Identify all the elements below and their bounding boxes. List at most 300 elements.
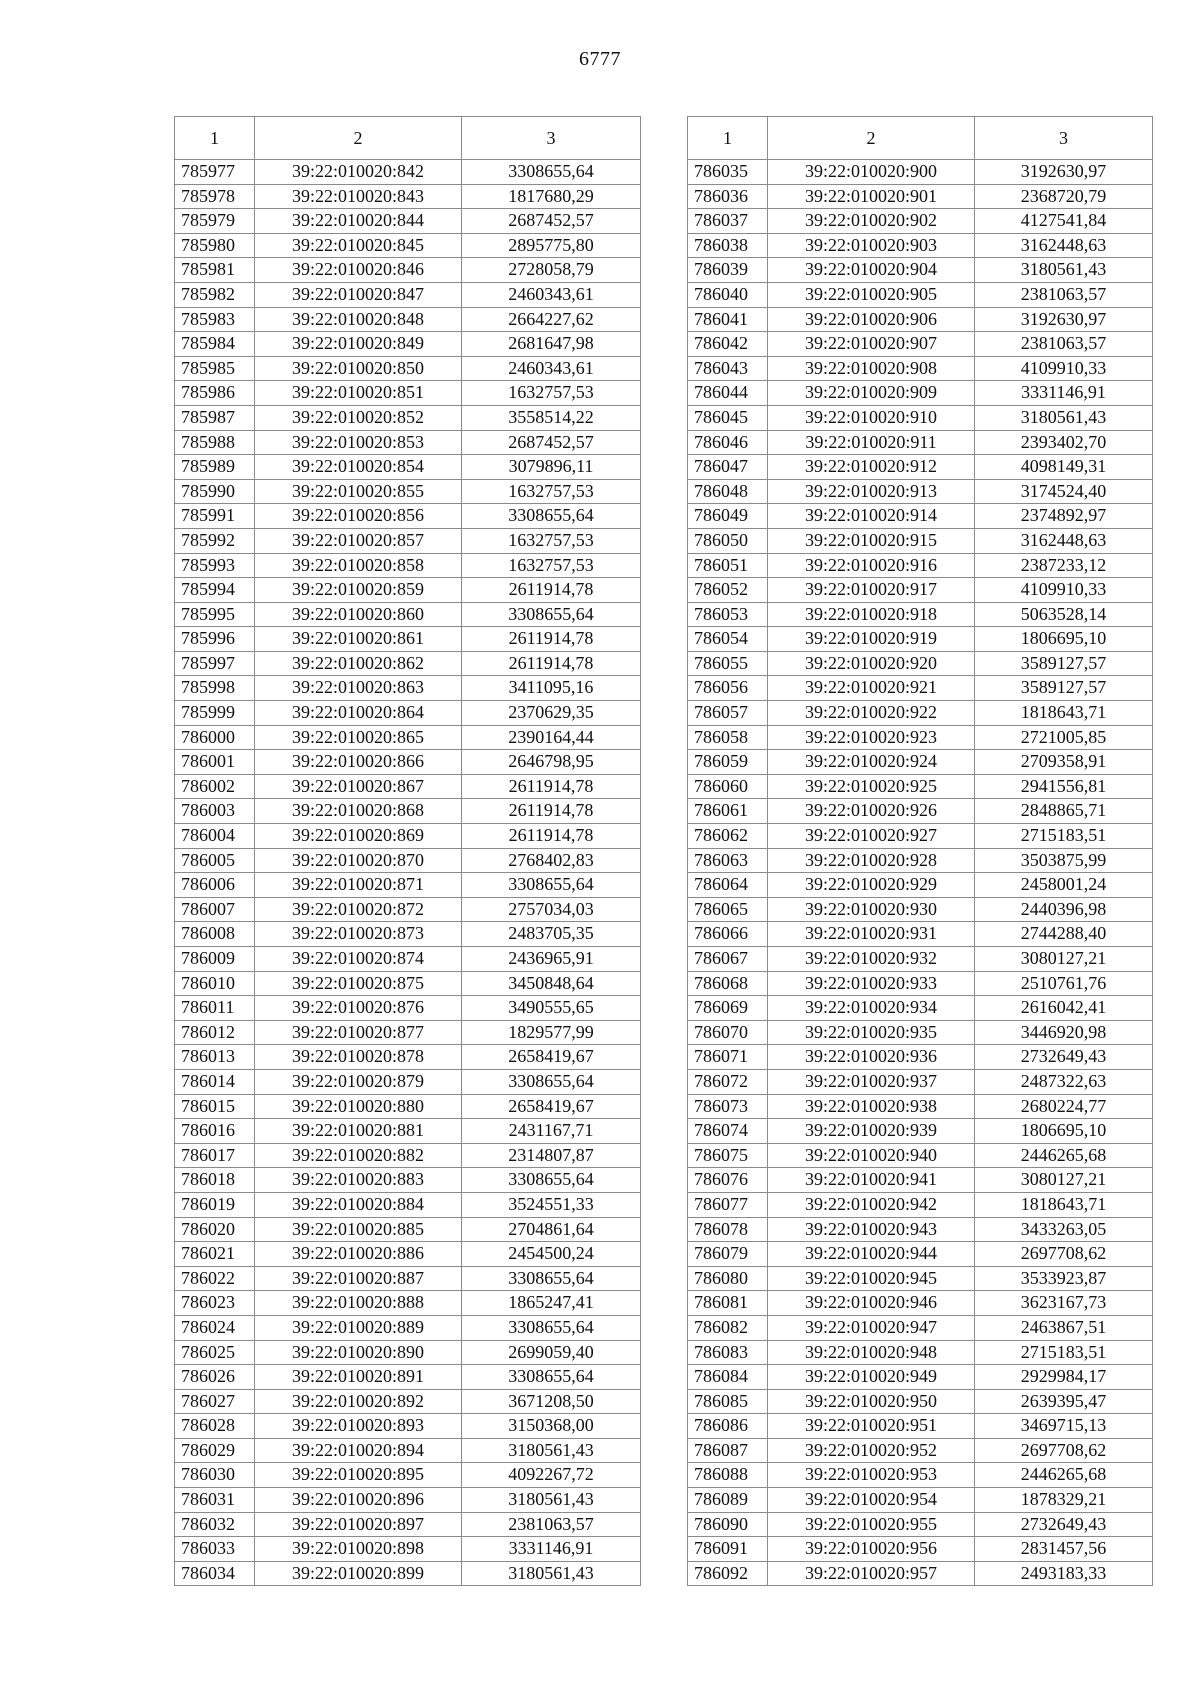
value-cell: 2831457,56 — [975, 1537, 1153, 1562]
table-row — [175, 578, 641, 603]
table-row — [688, 282, 1153, 307]
table-row — [175, 873, 641, 898]
value-cell: 2848865,71 — [975, 799, 1153, 824]
record-number-cell: 785996 — [175, 627, 255, 652]
value-cell: 2493183,33 — [975, 1561, 1153, 1586]
value-cell: 1632757,53 — [462, 479, 641, 504]
value-cell: 3411095,16 — [462, 676, 641, 701]
table-row — [175, 1045, 641, 1070]
cadastral-number-cell: 39:22:010020:898 — [255, 1537, 462, 1562]
cadastral-number-cell: 39:22:010020:902 — [768, 209, 975, 234]
table-row — [688, 824, 1153, 849]
value-cell: 3433263,05 — [975, 1217, 1153, 1242]
record-number-cell: 786009 — [175, 947, 255, 972]
table-row — [688, 1438, 1153, 1463]
cadastral-number-cell: 39:22:010020:945 — [768, 1266, 975, 1291]
cadastral-number-cell: 39:22:010020:933 — [768, 971, 975, 996]
value-cell: 2446265,68 — [975, 1463, 1153, 1488]
cadastral-number-cell: 39:22:010020:881 — [255, 1119, 462, 1144]
value-cell: 3308655,64 — [462, 504, 641, 529]
cadastral-number-cell: 39:22:010020:952 — [768, 1438, 975, 1463]
table-row — [175, 1512, 641, 1537]
value-cell: 2368720,79 — [975, 184, 1153, 209]
cadastral-number-cell: 39:22:010020:947 — [768, 1315, 975, 1340]
cadastral-number-cell: 39:22:010020:892 — [255, 1389, 462, 1414]
record-number-cell: 786027 — [175, 1389, 255, 1414]
table-row — [175, 1266, 641, 1291]
table-row — [688, 799, 1153, 824]
value-cell: 4109910,33 — [975, 578, 1153, 603]
registry-table-left — [174, 116, 641, 1586]
cadastral-number-cell: 39:22:010020:875 — [255, 971, 462, 996]
value-cell: 1829577,99 — [462, 1020, 641, 1045]
cadastral-number-cell: 39:22:010020:901 — [768, 184, 975, 209]
table-row — [175, 1561, 641, 1586]
value-cell: 3080127,21 — [975, 947, 1153, 972]
cadastral-number-cell: 39:22:010020:863 — [255, 676, 462, 701]
table-row — [175, 824, 641, 849]
table-row — [175, 1143, 641, 1168]
record-number-cell: 785983 — [175, 307, 255, 332]
value-cell: 2440396,98 — [975, 897, 1153, 922]
value-cell: 3450848,64 — [462, 971, 641, 996]
value-cell: 3308655,64 — [462, 873, 641, 898]
record-number-cell: 785989 — [175, 455, 255, 480]
value-cell: 2929984,17 — [975, 1365, 1153, 1390]
record-number-cell: 786011 — [175, 996, 255, 1021]
value-cell: 2381063,57 — [975, 282, 1153, 307]
cadastral-number-cell: 39:22:010020:858 — [255, 553, 462, 578]
cadastral-number-cell: 39:22:010020:941 — [768, 1168, 975, 1193]
record-number-cell: 785998 — [175, 676, 255, 701]
record-number-cell: 786028 — [175, 1414, 255, 1439]
value-cell: 2744288,40 — [975, 922, 1153, 947]
value-cell: 2446265,68 — [975, 1143, 1153, 1168]
record-number-cell: 786002 — [175, 774, 255, 799]
value-cell: 1806695,10 — [975, 627, 1153, 652]
record-number-cell: 786038 — [688, 233, 768, 258]
cadastral-number-cell: 39:22:010020:886 — [255, 1242, 462, 1267]
record-number-cell: 786066 — [688, 922, 768, 947]
cadastral-number-cell: 39:22:010020:936 — [768, 1045, 975, 1070]
cadastral-number-cell: 39:22:010020:940 — [768, 1143, 975, 1168]
record-number-cell: 786090 — [688, 1512, 768, 1537]
value-cell: 2611914,78 — [462, 651, 641, 676]
value-cell: 3331146,91 — [975, 381, 1153, 406]
value-cell: 1878329,21 — [975, 1488, 1153, 1513]
value-cell: 4098149,31 — [975, 455, 1153, 480]
value-cell: 2381063,57 — [462, 1512, 641, 1537]
table-row — [688, 750, 1153, 775]
column-header-1: 1 — [688, 117, 768, 160]
value-cell: 3533923,87 — [975, 1266, 1153, 1291]
value-cell: 2393402,70 — [975, 430, 1153, 455]
cadastral-number-cell: 39:22:010020:925 — [768, 774, 975, 799]
value-cell: 2460343,61 — [462, 282, 641, 307]
record-number-cell: 786031 — [175, 1488, 255, 1513]
value-cell: 3469715,13 — [975, 1414, 1153, 1439]
value-cell: 2697708,62 — [975, 1438, 1153, 1463]
value-cell: 2681647,98 — [462, 332, 641, 357]
record-number-cell: 786007 — [175, 897, 255, 922]
value-cell: 2611914,78 — [462, 824, 641, 849]
record-number-cell: 785999 — [175, 701, 255, 726]
cadastral-number-cell: 39:22:010020:934 — [768, 996, 975, 1021]
cadastral-number-cell: 39:22:010020:874 — [255, 947, 462, 972]
record-number-cell: 786083 — [688, 1340, 768, 1365]
cadastral-number-cell: 39:22:010020:924 — [768, 750, 975, 775]
record-number-cell: 785978 — [175, 184, 255, 209]
table-row — [175, 922, 641, 947]
cadastral-number-cell: 39:22:010020:878 — [255, 1045, 462, 1070]
cadastral-number-cell: 39:22:010020:870 — [255, 848, 462, 873]
table-row — [688, 160, 1153, 185]
record-number-cell: 786063 — [688, 848, 768, 873]
table-row — [688, 1192, 1153, 1217]
table-row — [175, 307, 641, 332]
cadastral-number-cell: 39:22:010020:876 — [255, 996, 462, 1021]
value-cell: 2458001,24 — [975, 873, 1153, 898]
table-row — [688, 1463, 1153, 1488]
table-row — [175, 627, 641, 652]
table-row — [688, 381, 1153, 406]
record-number-cell: 786030 — [175, 1463, 255, 1488]
table-row — [688, 627, 1153, 652]
record-number-cell: 786089 — [688, 1488, 768, 1513]
record-number-cell: 785997 — [175, 651, 255, 676]
record-number-cell: 786029 — [175, 1438, 255, 1463]
table-row — [175, 1488, 641, 1513]
table-row — [175, 184, 641, 209]
cadastral-number-cell: 39:22:010020:948 — [768, 1340, 975, 1365]
record-number-cell: 786084 — [688, 1365, 768, 1390]
table-row — [175, 1020, 641, 1045]
cadastral-number-cell: 39:22:010020:949 — [768, 1365, 975, 1390]
table-row — [688, 405, 1153, 430]
table-row — [688, 602, 1153, 627]
value-cell: 2709358,91 — [975, 750, 1153, 775]
value-cell: 2370629,35 — [462, 701, 641, 726]
record-number-cell: 786072 — [688, 1069, 768, 1094]
value-cell: 3446920,98 — [975, 1020, 1153, 1045]
cadastral-number-cell: 39:22:010020:854 — [255, 455, 462, 480]
cadastral-number-cell: 39:22:010020:867 — [255, 774, 462, 799]
record-number-cell: 786037 — [688, 209, 768, 234]
cadastral-number-cell: 39:22:010020:868 — [255, 799, 462, 824]
value-cell: 3623167,73 — [975, 1291, 1153, 1316]
page-number: 6777 — [579, 48, 621, 70]
cadastral-number-cell: 39:22:010020:904 — [768, 258, 975, 283]
table-row — [175, 233, 641, 258]
value-cell: 3308655,64 — [462, 1315, 641, 1340]
record-number-cell: 786024 — [175, 1315, 255, 1340]
table-row — [688, 1315, 1153, 1340]
table-row — [688, 651, 1153, 676]
record-number-cell: 786022 — [175, 1266, 255, 1291]
table-row — [175, 725, 641, 750]
value-cell: 3308655,64 — [462, 1365, 641, 1390]
cadastral-number-cell: 39:22:010020:882 — [255, 1143, 462, 1168]
cadastral-number-cell: 39:22:010020:899 — [255, 1561, 462, 1586]
cadastral-number-cell: 39:22:010020:877 — [255, 1020, 462, 1045]
cadastral-number-cell: 39:22:010020:850 — [255, 356, 462, 381]
table-row — [175, 282, 641, 307]
record-number-cell: 786016 — [175, 1119, 255, 1144]
table-row — [688, 1266, 1153, 1291]
table-row — [175, 258, 641, 283]
table-row — [175, 332, 641, 357]
cadastral-number-cell: 39:22:010020:957 — [768, 1561, 975, 1586]
table-row — [175, 1168, 641, 1193]
cadastral-number-cell: 39:22:010020:852 — [255, 405, 462, 430]
value-cell: 3192630,97 — [975, 160, 1153, 185]
value-cell: 3080127,21 — [975, 1168, 1153, 1193]
record-number-cell: 786036 — [688, 184, 768, 209]
record-number-cell: 786068 — [688, 971, 768, 996]
table-row — [175, 996, 641, 1021]
value-cell: 2715183,51 — [975, 824, 1153, 849]
cadastral-number-cell: 39:22:010020:931 — [768, 922, 975, 947]
table-row — [175, 381, 641, 406]
value-cell: 4092267,72 — [462, 1463, 641, 1488]
value-cell: 3180561,43 — [462, 1561, 641, 1586]
table-row — [688, 1094, 1153, 1119]
table-row — [175, 1291, 641, 1316]
record-number-cell: 786080 — [688, 1266, 768, 1291]
table-row — [175, 455, 641, 480]
table-row — [175, 1365, 641, 1390]
table-row — [688, 209, 1153, 234]
record-number-cell: 786021 — [175, 1242, 255, 1267]
table-row — [688, 774, 1153, 799]
value-cell: 2487322,63 — [975, 1069, 1153, 1094]
table-row — [688, 922, 1153, 947]
cadastral-number-cell: 39:22:010020:847 — [255, 282, 462, 307]
table-row — [688, 1168, 1153, 1193]
value-cell: 2381063,57 — [975, 332, 1153, 357]
record-number-cell: 786091 — [688, 1537, 768, 1562]
table-row — [175, 405, 641, 430]
record-number-cell: 786042 — [688, 332, 768, 357]
value-cell: 2721005,85 — [975, 725, 1153, 750]
cadastral-number-cell: 39:22:010020:918 — [768, 602, 975, 627]
table-row — [175, 1094, 641, 1119]
column-header-3: 3 — [975, 117, 1153, 160]
value-cell: 2768402,83 — [462, 848, 641, 873]
table-row — [175, 1414, 641, 1439]
table-row — [688, 725, 1153, 750]
record-number-cell: 786055 — [688, 651, 768, 676]
column-header-2: 2 — [255, 117, 462, 160]
value-cell: 2431167,71 — [462, 1119, 641, 1144]
value-cell: 2941556,81 — [975, 774, 1153, 799]
record-number-cell: 786061 — [688, 799, 768, 824]
cadastral-number-cell: 39:22:010020:944 — [768, 1242, 975, 1267]
cadastral-number-cell: 39:22:010020:844 — [255, 209, 462, 234]
record-number-cell: 785981 — [175, 258, 255, 283]
value-cell: 3174524,40 — [975, 479, 1153, 504]
value-cell: 3308655,64 — [462, 602, 641, 627]
cadastral-number-cell: 39:22:010020:943 — [768, 1217, 975, 1242]
value-cell: 3180561,43 — [462, 1488, 641, 1513]
table-row — [688, 1414, 1153, 1439]
record-number-cell: 785988 — [175, 430, 255, 455]
table-row — [175, 209, 641, 234]
cadastral-number-cell: 39:22:010020:937 — [768, 1069, 975, 1094]
record-number-cell: 786085 — [688, 1389, 768, 1414]
value-cell: 3180561,43 — [975, 258, 1153, 283]
table-row — [175, 1315, 641, 1340]
record-number-cell: 786015 — [175, 1094, 255, 1119]
cadastral-number-cell: 39:22:010020:903 — [768, 233, 975, 258]
value-cell: 2463867,51 — [975, 1315, 1153, 1340]
cadastral-number-cell: 39:22:010020:908 — [768, 356, 975, 381]
value-cell: 3308655,64 — [462, 1266, 641, 1291]
value-cell: 3180561,43 — [975, 405, 1153, 430]
value-cell: 1632757,53 — [462, 381, 641, 406]
table-row — [175, 479, 641, 504]
cadastral-number-cell: 39:22:010020:879 — [255, 1069, 462, 1094]
column-header-1: 1 — [175, 117, 255, 160]
record-number-cell: 786054 — [688, 627, 768, 652]
value-cell: 2611914,78 — [462, 627, 641, 652]
table-row — [175, 1340, 641, 1365]
record-number-cell: 786013 — [175, 1045, 255, 1070]
table-row — [688, 1488, 1153, 1513]
cadastral-number-cell: 39:22:010020:871 — [255, 873, 462, 898]
cadastral-number-cell: 39:22:010020:953 — [768, 1463, 975, 1488]
cadastral-number-cell: 39:22:010020:843 — [255, 184, 462, 209]
record-number-cell: 786035 — [688, 160, 768, 185]
value-cell: 3331146,91 — [462, 1537, 641, 1562]
table-row — [688, 184, 1153, 209]
cadastral-number-cell: 39:22:010020:911 — [768, 430, 975, 455]
record-number-cell: 786005 — [175, 848, 255, 873]
record-number-cell: 786018 — [175, 1168, 255, 1193]
record-number-cell: 786020 — [175, 1217, 255, 1242]
table-row — [688, 971, 1153, 996]
table-row — [175, 1217, 641, 1242]
value-cell: 2732649,43 — [975, 1045, 1153, 1070]
value-cell: 2460343,61 — [462, 356, 641, 381]
table-row — [688, 528, 1153, 553]
record-number-cell: 786069 — [688, 996, 768, 1021]
cadastral-number-cell: 39:22:010020:846 — [255, 258, 462, 283]
value-cell: 2454500,24 — [462, 1242, 641, 1267]
value-cell: 3162448,63 — [975, 233, 1153, 258]
value-cell: 3180561,43 — [462, 1438, 641, 1463]
record-number-cell: 785994 — [175, 578, 255, 603]
value-cell: 2314807,87 — [462, 1143, 641, 1168]
record-number-cell: 786056 — [688, 676, 768, 701]
record-number-cell: 786077 — [688, 1192, 768, 1217]
cadastral-number-cell: 39:22:010020:890 — [255, 1340, 462, 1365]
table-row — [688, 947, 1153, 972]
value-cell: 2436965,91 — [462, 947, 641, 972]
table-row — [175, 897, 641, 922]
table-row — [688, 1242, 1153, 1267]
table-row — [688, 676, 1153, 701]
value-cell: 2611914,78 — [462, 774, 641, 799]
value-cell: 2374892,97 — [975, 504, 1153, 529]
registry-table-right — [687, 116, 1153, 1586]
table-row — [175, 356, 641, 381]
table-row — [688, 479, 1153, 504]
record-number-cell: 786006 — [175, 873, 255, 898]
column-header-2: 2 — [768, 117, 975, 160]
cadastral-number-cell: 39:22:010020:851 — [255, 381, 462, 406]
record-number-cell: 786051 — [688, 553, 768, 578]
value-cell: 2658419,67 — [462, 1094, 641, 1119]
cadastral-number-cell: 39:22:010020:856 — [255, 504, 462, 529]
value-cell: 2390164,44 — [462, 725, 641, 750]
cadastral-number-cell: 39:22:010020:950 — [768, 1389, 975, 1414]
table-row — [688, 307, 1153, 332]
cadastral-number-cell: 39:22:010020:889 — [255, 1315, 462, 1340]
cadastral-number-cell: 39:22:010020:860 — [255, 602, 462, 627]
value-cell: 2483705,35 — [462, 922, 641, 947]
value-cell: 1818643,71 — [975, 1192, 1153, 1217]
record-number-cell: 786052 — [688, 578, 768, 603]
cadastral-number-cell: 39:22:010020:900 — [768, 160, 975, 185]
table-row — [175, 602, 641, 627]
cadastral-number-cell: 39:22:010020:855 — [255, 479, 462, 504]
record-number-cell: 786045 — [688, 405, 768, 430]
record-number-cell: 786065 — [688, 897, 768, 922]
table-row — [688, 1512, 1153, 1537]
value-cell: 3308655,64 — [462, 1069, 641, 1094]
cadastral-number-cell: 39:22:010020:930 — [768, 897, 975, 922]
cadastral-number-cell: 39:22:010020:914 — [768, 504, 975, 529]
record-number-cell: 785985 — [175, 356, 255, 381]
record-number-cell: 786050 — [688, 528, 768, 553]
record-number-cell: 786058 — [688, 725, 768, 750]
cadastral-number-cell: 39:22:010020:897 — [255, 1512, 462, 1537]
value-cell: 4109910,33 — [975, 356, 1153, 381]
cadastral-number-cell: 39:22:010020:842 — [255, 160, 462, 185]
value-cell: 2732649,43 — [975, 1512, 1153, 1537]
cadastral-number-cell: 39:22:010020:865 — [255, 725, 462, 750]
table-row — [688, 1045, 1153, 1070]
value-cell: 2728058,79 — [462, 258, 641, 283]
table-row — [688, 897, 1153, 922]
table-row — [175, 1119, 641, 1144]
table-header-row — [688, 117, 1153, 160]
cadastral-number-cell: 39:22:010020:910 — [768, 405, 975, 430]
cadastral-number-cell: 39:22:010020:923 — [768, 725, 975, 750]
cadastral-number-cell: 39:22:010020:956 — [768, 1537, 975, 1562]
record-number-cell: 786023 — [175, 1291, 255, 1316]
value-cell: 2757034,03 — [462, 897, 641, 922]
table-row — [175, 947, 641, 972]
cadastral-number-cell: 39:22:010020:928 — [768, 848, 975, 873]
value-cell: 2697708,62 — [975, 1242, 1153, 1267]
value-cell: 3308655,64 — [462, 1168, 641, 1193]
table-row — [175, 848, 641, 873]
cadastral-number-cell: 39:22:010020:913 — [768, 479, 975, 504]
record-number-cell: 786014 — [175, 1069, 255, 1094]
value-cell: 1632757,53 — [462, 553, 641, 578]
record-number-cell: 785979 — [175, 209, 255, 234]
record-number-cell: 786008 — [175, 922, 255, 947]
record-number-cell: 786078 — [688, 1217, 768, 1242]
record-number-cell: 786064 — [688, 873, 768, 898]
record-number-cell: 786049 — [688, 504, 768, 529]
record-number-cell: 786000 — [175, 725, 255, 750]
value-cell: 3589127,57 — [975, 676, 1153, 701]
record-number-cell: 786010 — [175, 971, 255, 996]
cadastral-number-cell: 39:22:010020:935 — [768, 1020, 975, 1045]
